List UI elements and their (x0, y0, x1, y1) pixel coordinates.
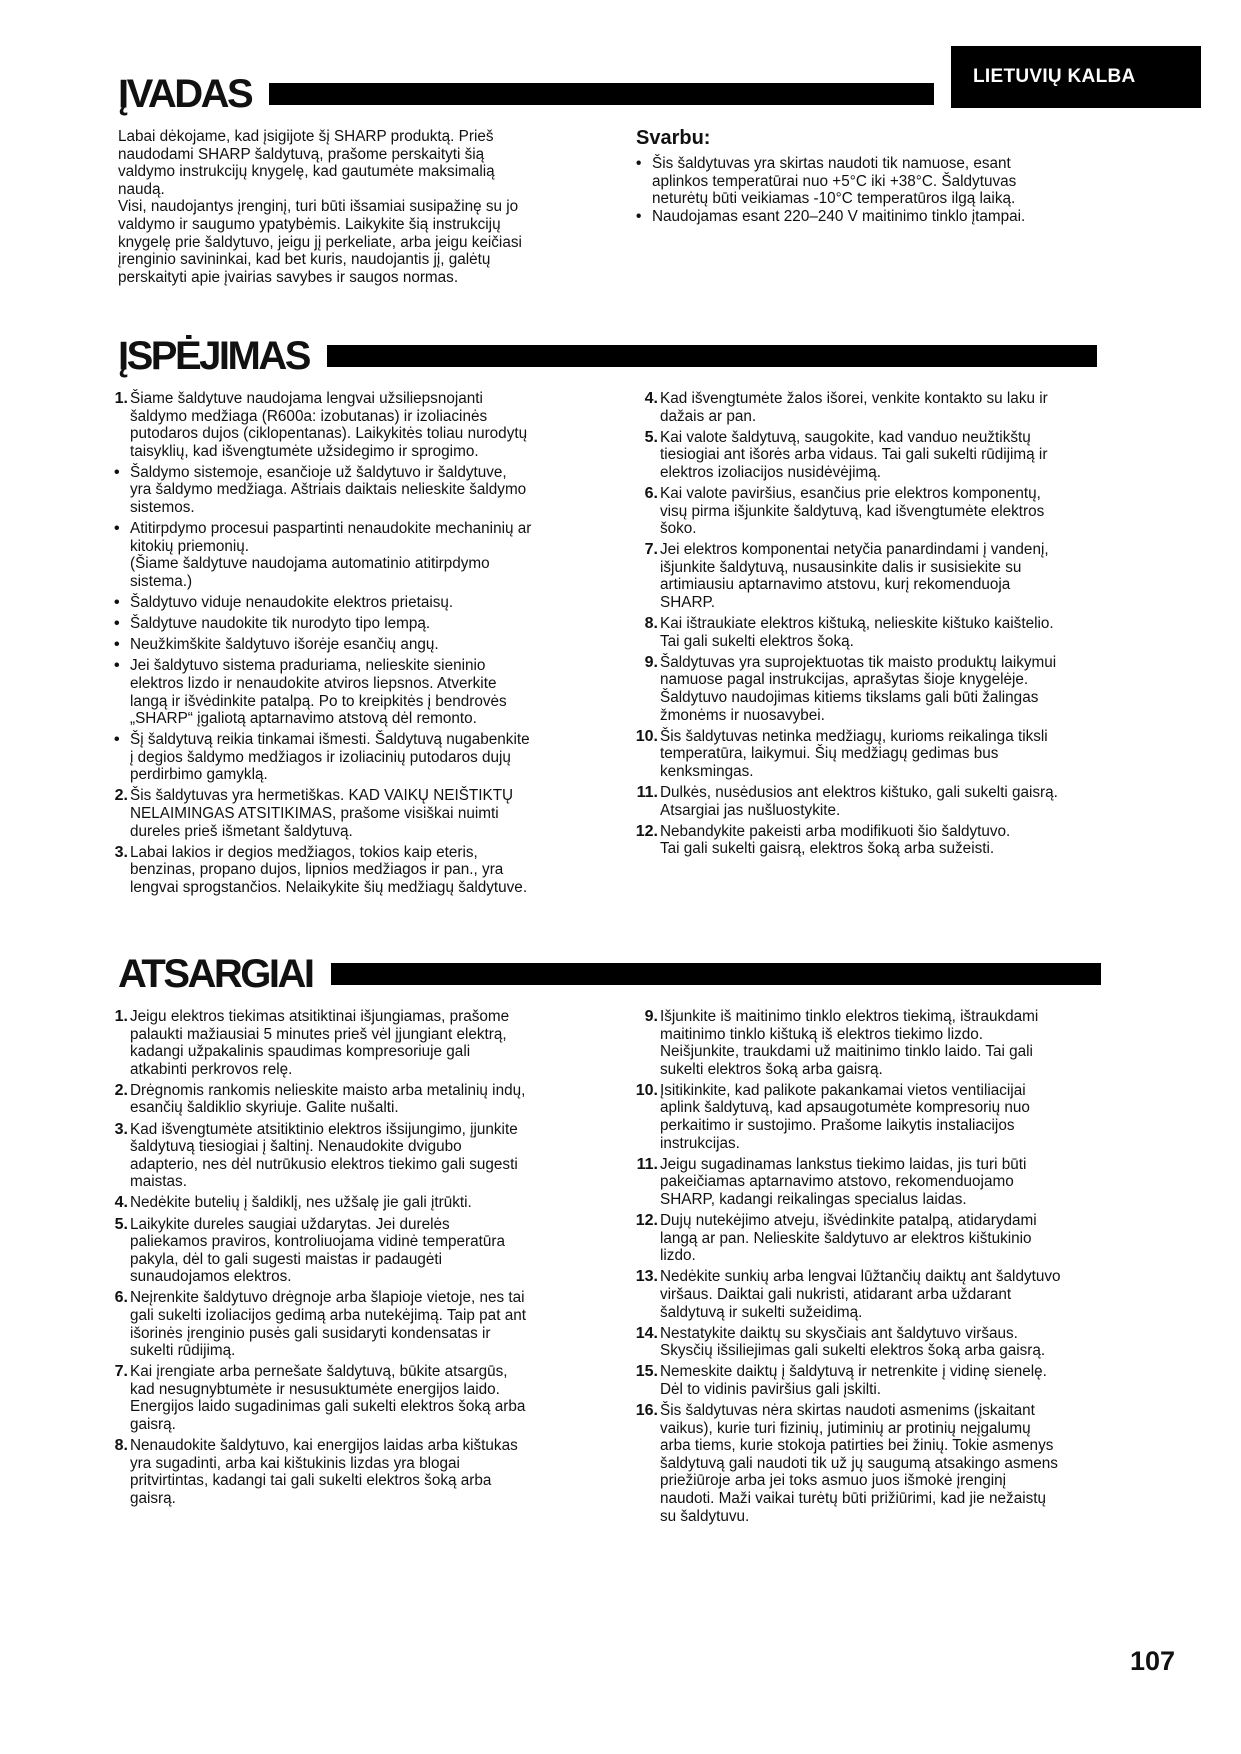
ispejimas-item-line: Šaldytuvo viduje nenaudokite elektros prietaisų. (130, 594, 454, 612)
atsargiai-title-bar (331, 963, 1101, 985)
item-number: 2. (114, 1081, 128, 1099)
svarbu-item-line: aplinkos temperatūrai nuo +5°C iki +38°C. Šaldytuvas (652, 172, 1017, 190)
ispejimas-item (100, 787, 620, 840)
item-number: 3. (114, 1120, 128, 1138)
atsargiai-item-line: pakyla, dėl to gali sugesti maistas ir padaugėti (130, 1250, 443, 1268)
atsargiai-item (630, 1325, 1150, 1360)
ispejimas-item-line: Atitirpdymo procesui paspartinti nenaudokite mechaninių ar (130, 520, 532, 538)
svarbu-block (636, 126, 1116, 225)
atsargiai-item-line: Nemeskite daiktų į šaldytuvą ir netrenkite į vidinę sienelę. (660, 1363, 1047, 1381)
ivadas-line: valdymo ir saugumo ypatybėmis. Laikykite šią instrukcijų (118, 215, 501, 233)
ispejimas-item-line: Dulkės, nusėdusios ant elektros kištuko, gali sukelti gaisrą. (660, 783, 1058, 801)
ispejimas-subitem (114, 520, 620, 590)
bullet-marker: • (114, 615, 120, 633)
atsargiai-item-line: Dujų nutekėjimo atveju, išvėdinkite patalpą, atidarydami (660, 1212, 1037, 1230)
ivadas-heading (118, 72, 934, 116)
ispejimas-item-line: dureles prieš išmetant šaldytuvą. (130, 822, 353, 840)
atsargiai-item-line: SHARP, kadangi reikalingas specialus laidas. (660, 1190, 967, 1208)
ivadas-title: ĮVADAS (118, 72, 252, 116)
ispejimas-item (630, 541, 1150, 611)
atsargiai-item-line: yra sugadinti, arba kai kištukinis lizdas yra blogai (130, 1454, 460, 1472)
ispejimas-subitem (114, 636, 620, 654)
ispejimas-item (630, 390, 1150, 425)
ispejimas-item-line: benzinas, propano dujos, lipnios medžiagos ir pan., yra (130, 861, 504, 879)
atsargiai-right-list (630, 1008, 1150, 1525)
atsargiai-item-line: adapterio, nes dėl nutrūkusio elektros tiekimo gali sugesti (130, 1155, 518, 1173)
ispejimas-item (630, 429, 1150, 482)
atsargiai-item-line: Laikykite dureles saugiai uždarytas. Jei durelės (130, 1215, 450, 1233)
ispejimas-left-column (100, 390, 620, 900)
ispejimas-item-line: „SHARP“ įgaliotą aptarnavimo atstovą dėl remonto. (130, 710, 477, 728)
ispejimas-item-line: šoko. (660, 520, 697, 538)
item-number: 9. (644, 653, 658, 671)
atsargiai-title: ATSARGIAI (118, 952, 313, 996)
item-number: 7. (114, 1363, 128, 1381)
ispejimas-item-line: putodaros dujos (ciklopentanas). Laikykitės toliau nurodytų (130, 425, 528, 443)
language-tab: LIETUVIŲ KALBA (951, 46, 1201, 108)
atsargiai-item (100, 1437, 620, 1507)
svarbu-item (636, 208, 1116, 226)
ispejimas-item-line: Jei šaldytuvo sistema praduriama, nelieskite sieninio (130, 657, 486, 675)
bullet-marker: • (636, 207, 642, 225)
ispejimas-item-line: perdirbimo gamyklą. (130, 766, 268, 784)
item-number: 11. (636, 783, 658, 801)
ispejimas-item-line: Neužkimškite šaldytuvo išorėje esančių angų. (130, 636, 439, 654)
atsargiai-item-line: Energijos laido sugadinimas gali sukelti elektros šoką arba (130, 1398, 526, 1416)
ispejimas-item-line: Tai gali sukelti elektros šoką. (660, 632, 854, 650)
atsargiai-item-line: kad nesugnybtumėte ir nesusuktumėte energijos laido. (130, 1380, 500, 1398)
ispejimas-item-line: namuose pagal instrukcijas, aprašytas šioje knygelėje. (660, 671, 1029, 689)
atsargiai-item-line: Nedėkite butelių į šaldiklį, nes užšalę jie gali įtrūkti. (130, 1194, 472, 1212)
ispejimas-item-line: elektros izoliacijos nusidėvėjimą. (660, 463, 882, 481)
ispejimas-item-line: Šį šaldytuvą reikia tinkamai išmesti. Šaldytuvą nugabenkite (130, 731, 530, 749)
item-number: 4. (114, 1194, 128, 1212)
ispejimas-title: ĮSPĖJIMAS (118, 334, 309, 378)
atsargiai-item-line: gaisrą. (130, 1416, 176, 1434)
item-number: 10. (635, 1081, 658, 1099)
ispejimas-item-line: SHARP. (660, 594, 715, 612)
atsargiai-item (100, 1082, 620, 1117)
atsargiai-item-line: Nestatykite daiktų su skysčiais ant šaldytuvo viršaus. (660, 1324, 1018, 1342)
ispejimas-item-line: visų pirma išjunkite šaldytuvą, kad išvengtumėte elektros (660, 502, 1045, 520)
ispejimas-item-line: Šiame šaldytuve naudojama lengvai užsiliepsnojanti (130, 390, 483, 407)
ispejimas-item-line: kitokių priemonių. (130, 537, 250, 555)
item-number: 13. (635, 1268, 658, 1286)
atsargiai-item-line: Dėl to vidinis paviršius gali įskilti. (660, 1380, 882, 1398)
svarbu-item-line: Naudojamas esant 220–240 V maitinimo tinklo įtampai. (652, 207, 1026, 225)
atsargiai-item-line: naudoti. Maži vaikai turėtų būti prižiūrimi, kad jie nežaistų (660, 1489, 1046, 1507)
item-number: 15. (635, 1363, 658, 1381)
atsargiai-item-line: aplink šaldytuvą, kad apsaugotumėte kompresorių nuo (660, 1099, 1030, 1117)
atsargiai-item-line: Neįrenkite šaldytuvo drėgnoje arba šlapioje vietoje, nes tai (130, 1289, 525, 1307)
ispejimas-item-line: Šis šaldytuvas yra hermetiškas. KAD VAIKŲ NEIŠTIKTŲ (130, 787, 514, 805)
ispejimas-item-line: Šis šaldytuvas netinka medžiagų, kurioms reikalinga tiksli (660, 727, 1048, 745)
ispejimas-item-line: Atsargiai jas nušluostykite. (660, 801, 841, 819)
bullet-marker: • (114, 520, 120, 538)
atsargiai-item (100, 1363, 620, 1433)
ispejimas-item (630, 823, 1150, 858)
item-number: 12. (635, 1212, 658, 1230)
atsargiai-item (630, 1212, 1150, 1265)
svarbu-item (636, 155, 1116, 208)
atsargiai-item-line: Neišjunkite, traukdami už maitinimo tinklo laido. Tai gali (660, 1043, 1033, 1061)
atsargiai-item-line: atkabinti perkrovos relę. (130, 1060, 293, 1078)
atsargiai-item-line: palaukti mažiausiai 5 minutes prieš vėl įjungiant elektrą, (130, 1025, 507, 1043)
item-number: 9. (644, 1008, 658, 1025)
svarbu-title: Svarbu: (636, 127, 711, 149)
ispejimas-item-line: Šaldytuvas yra suprojektuotas tik maisto produktų laikymui (660, 653, 1057, 671)
ispejimas-item-line: tiesiogiai ant išorės arba vidaus. Tai gali sukelti rūdijimą ir (660, 446, 1048, 464)
atsargiai-left-column (100, 1008, 620, 1511)
atsargiai-item-line: instrukcijas. (660, 1134, 740, 1152)
atsargiai-item-line: maistas. (130, 1173, 187, 1191)
ispejimas-item-line: NELAIMINGAS ATSITIKIMAS, prašome visiškai nuimti (130, 805, 499, 823)
bullet-marker: • (114, 463, 120, 481)
atsargiai-item-line: Jeigu elektros tiekimas atsitiktinai išjungiamas, prašome (130, 1008, 510, 1025)
item-number: 14. (635, 1324, 658, 1342)
atsargiai-item-line: langą ar pan. Nelieskite šaldytuvo ar elektros kištukinio (660, 1229, 1032, 1247)
atsargiai-item (100, 1194, 620, 1212)
ispejimas-item-line: yra šaldymo medžiaga. Aštriais daiktais nelieskite šaldymo (130, 481, 527, 499)
ispejimas-item-line: taisyklių, kad išvengtumėte užsidegimo ir sprogimo. (130, 442, 479, 460)
ispejimas-item (630, 485, 1150, 538)
atsargiai-item (630, 1268, 1150, 1321)
atsargiai-item-line: Įsitikinkite, kad palikote pakankamai vietos ventiliacijai (660, 1081, 1026, 1099)
item-number: 11. (636, 1155, 658, 1173)
atsargiai-item-line: maitinimo tinklo kištuką iš elektros tiekimo lizdo. (660, 1025, 984, 1043)
atsargiai-item-line: sunaudojamos elektros. (130, 1268, 292, 1286)
atsargiai-item-line: šaldytuvą gali naudoti tik už jų saugumą atsakingo asmens (660, 1454, 1058, 1472)
ispejimas-subitem (114, 594, 620, 612)
ispejimas-right-column (630, 390, 1150, 861)
atsargiai-item-line: Išjunkite iš maitinimo tinklo elektros tiekimą, ištraukdami (660, 1008, 1039, 1025)
item-number: 5. (114, 1215, 128, 1233)
ispejimas-item-line: kenksmingas. (660, 762, 754, 780)
ispejimas-item (630, 615, 1150, 650)
atsargiai-item (100, 1289, 620, 1359)
atsargiai-item (100, 1008, 620, 1078)
ispejimas-item-line: Šaldytuvo naudojimas kitiems tikslams gali būti žalingas (660, 689, 1039, 706)
ispejimas-item-line: Šaldytuve naudokite tik nurodyto tipo lempą. (130, 615, 431, 633)
ispejimas-item-line: temperatūra, laikymui. Šių medžiagų gedimas bus (660, 745, 999, 763)
svarbu-list (636, 155, 1116, 225)
atsargiai-item-line: gaisrą. (130, 1489, 176, 1507)
ispejimas-item-line: žmonėms ir nuosavybei. (660, 706, 825, 724)
ispejimas-subitem (114, 731, 620, 784)
ispejimas-item-line: sistema.) (130, 572, 193, 590)
ivadas-line: naudą. (118, 180, 165, 198)
atsargiai-item-line: Nedėkite sunkių arba lengvai lūžtančių daiktų ant šaldytuvo (660, 1268, 1061, 1286)
ivadas-title-bar (269, 83, 934, 105)
atsargiai-item-line: esančių šaldiklio skyriuje. Galite nušalti. (130, 1099, 399, 1117)
ispejimas-left-list (100, 390, 620, 897)
ivadas-line: perskaityti apie įvairias savybes ir saugos normas. (118, 268, 459, 286)
ispejimas-item-line: elektros lizdo ir nenaudokite atviros liepsnos. Atverkite (130, 674, 497, 692)
ispejimas-item-line: Labai lakios ir degios medžiagos, tokios kaip eteris, (130, 843, 478, 861)
item-number: 6. (114, 1289, 128, 1307)
ispejimas-subitem (114, 615, 620, 633)
ispejimas-item-line: Šaldymo sistemoje, esančioje už šaldytuvo ir šaldytuve, (130, 463, 507, 481)
ispejimas-item-line: Nebandykite pakeisti arba modifikuoti šio šaldytuvo. (660, 822, 1011, 840)
ispejimas-item (100, 390, 620, 460)
bullet-marker: • (114, 657, 120, 675)
atsargiai-item-line: kadangi užpakalinis spaudimas kompresoriuje gali (130, 1043, 471, 1061)
ispejimas-title-bar (327, 345, 1097, 367)
atsargiai-left-list (100, 1008, 620, 1508)
item-number: 12. (635, 822, 658, 840)
ivadas-line: Visi, naudojantys įrenginį, turi būti išsamiai susipažinę su jo (118, 198, 519, 216)
ispejimas-item-line: artimiausiu aptarnavimo atstovu, kurį rekomenduoja (660, 576, 1011, 594)
atsargiai-item-line: pritvirtintas, kadangi tai gali sukelti elektros šoką arba (130, 1472, 492, 1490)
item-number: 8. (114, 1437, 128, 1455)
atsargiai-item-line: šaldytuvą tiesiogiai į šaltinį. Nenaudokite dvigubo (130, 1138, 462, 1156)
item-number: 2. (114, 787, 128, 805)
atsargiai-item-line: arba tiems, kurie stokoja patirties bei žinių. Tokie asmenys (660, 1437, 1054, 1455)
ispejimas-item-line: sistemos. (130, 499, 195, 517)
ispejimas-item-line: langą ir išvėdinkite patalpą. Po to kreipkitės į bendrovės (130, 692, 507, 710)
ispejimas-item (630, 784, 1150, 819)
atsargiai-item (630, 1363, 1150, 1398)
atsargiai-item-line: Skysčių išsiliejimas gali sukelti elektros šoką arba gaisrą. (660, 1342, 1046, 1360)
atsargiai-item (630, 1008, 1150, 1078)
atsargiai-item-line: Kai įrengiate arba pernešate šaldytuvą, būkite atsargūs, (130, 1363, 508, 1381)
atsargiai-item-line: pakeičiamas aptarnavimo atstovo, rekomenduojamo (660, 1173, 1014, 1191)
ispejimas-item-line: Kai valote šaldytuvą, saugokite, kad vanduo neužtikštų (660, 428, 1031, 446)
ivadas-line: naudodami SHARP šaldytuvą, prašome perskaityti šią (118, 145, 485, 163)
ispejimas-item (630, 728, 1150, 781)
ivadas-line: Labai dėkojame, kad įsigijote šį SHARP produktą. Prieš (118, 128, 494, 145)
item-number: 1. (114, 1008, 128, 1025)
atsargiai-item-line: Šis šaldytuvas nėra skirtas naudoti asmenims (įskaitant (660, 1401, 1035, 1419)
item-number: 6. (644, 484, 658, 502)
ispejimas-subitem (114, 657, 620, 727)
atsargiai-item-line: lizdo. (660, 1247, 696, 1265)
ispejimas-item-line: Tai gali sukelti gaisrą, elektros šoką arba sužeisti. (660, 840, 995, 858)
item-number: 16. (635, 1401, 658, 1419)
ispejimas-item-line: šaldymo medžiaga (R600a: izobutanas) ir izoliacinės (130, 407, 488, 425)
item-number: 7. (644, 541, 658, 559)
ivadas-line: knygelę prie šaldytuvo, jeigu jį perkeliate, arba jeigu keičiasi (118, 233, 522, 251)
ivadas-text (118, 128, 598, 286)
ispejimas-item-line: dažais ar pan. (660, 407, 757, 425)
bullet-marker: • (114, 731, 120, 749)
atsargiai-item (630, 1156, 1150, 1209)
ispejimas-item-line: lengvai sprogstančios. Nelaikykite šių medžiagų šaldytuve. (130, 878, 528, 896)
item-number: 3. (114, 843, 128, 861)
atsargiai-item-line: perkaitimo ir sustojimo. Prašome laikytis instaliacijos (660, 1117, 1015, 1135)
atsargiai-item-line: viršaus. Daiktai gali nukristi, atidarant arba uždarant (660, 1285, 1012, 1303)
atsargiai-item-line: Jeigu sugadinamas lankstus tiekimo laidas, jis turi būti (660, 1155, 1027, 1173)
item-number: 5. (644, 428, 658, 446)
atsargiai-item (100, 1216, 620, 1286)
ispejimas-item (100, 844, 620, 897)
bullet-marker: • (114, 594, 120, 612)
ispejimas-item-line: Kai ištraukiate elektros kištuką, nelieskite kištuko kaištelio. (660, 615, 1054, 633)
atsargiai-item-line: sukelti elektros šoką arba gaisrą. (660, 1060, 883, 1078)
ivadas-line: valdymo instrukcijų knygelę, kad gautumėte maksimalią (118, 163, 495, 181)
ispejimas-heading (118, 334, 1097, 378)
ispejimas-item-line: į degios šaldymo medžiagos ir izoliacinių putodaros dujų (130, 748, 511, 766)
atsargiai-item-line: su šaldytuvu. (660, 1507, 750, 1525)
atsargiai-item-line: vaikus), kurie turi fizinių, jutiminių ar protinių neįgalumų (660, 1419, 1031, 1437)
atsargiai-right-column (630, 1008, 1150, 1529)
ispejimas-right-list (630, 390, 1150, 858)
bullet-marker: • (114, 636, 120, 654)
ivadas-line: įrenginio savininkai, kad bet kuris, naudojantis jį, galėtų (118, 251, 491, 269)
ispejimas-item-line: Jei elektros komponentai netyčia panardindami į vandenį, (660, 541, 1049, 559)
svarbu-item-line: neturėtų būti veikiamas -10°C temperatūros ilgą laiką. (652, 190, 1016, 208)
ispejimas-item (630, 654, 1150, 724)
atsargiai-item-line: sukelti rūdijimą. (130, 1342, 236, 1360)
atsargiai-item (630, 1402, 1150, 1525)
atsargiai-heading (118, 952, 1101, 996)
atsargiai-item-line: gali sukelti izoliacijos gedimą arba nutekėjimą. Taip pat ant (130, 1307, 526, 1324)
svarbu-item-line: Šis šaldytuvas yra skirtas naudoti tik namuose, esant (652, 155, 1011, 172)
atsargiai-item (100, 1121, 620, 1191)
atsargiai-item-line: Nenaudokite šaldytuvo, kai energijos laidas arba kištukas (130, 1437, 518, 1455)
atsargiai-item-line: išorinės įrenginio pusės gali susidaryti kondensatas ir (130, 1324, 491, 1342)
item-number: 4. (644, 390, 658, 407)
ispejimas-item-line: išjunkite šaldytuvą, nusausinkite dalis ir susisiekite su (660, 558, 1022, 576)
ispejimas-item-line: (Šiame šaldytuve naudojama automatinio atitirpdymo (130, 555, 490, 573)
atsargiai-item-line: paliekamos praviros, kontroliuojama vidinė temperatūra (130, 1233, 505, 1251)
bullet-marker: • (636, 155, 642, 172)
item-number: 10. (635, 727, 658, 745)
ispejimas-subitem (114, 464, 620, 517)
atsargiai-item (630, 1082, 1150, 1152)
item-number: 8. (644, 615, 658, 633)
atsargiai-item-line: Kad išvengtumėte atsitiktinio elektros išsijungimo, įjunkite (130, 1120, 518, 1138)
page-number: 107 (1129, 1646, 1175, 1676)
item-number: 1. (114, 390, 128, 407)
atsargiai-item-line: priežiūroje arba jei toks asmuo juos išmokė įrenginį (660, 1472, 1007, 1490)
atsargiai-item-line: šaldytuvą ir sukelti sužeidimą. (660, 1303, 863, 1321)
ispejimas-item-line: Kai valote paviršius, esančius prie elektros komponentų, (660, 484, 1041, 502)
ispejimas-item-line: Kad išvengtumėte žalos išorei, venkite kontakto su laku ir (660, 390, 1048, 407)
atsargiai-item-line: Drėgnomis rankomis nelieskite maisto arba metalinių indų, (130, 1081, 526, 1099)
